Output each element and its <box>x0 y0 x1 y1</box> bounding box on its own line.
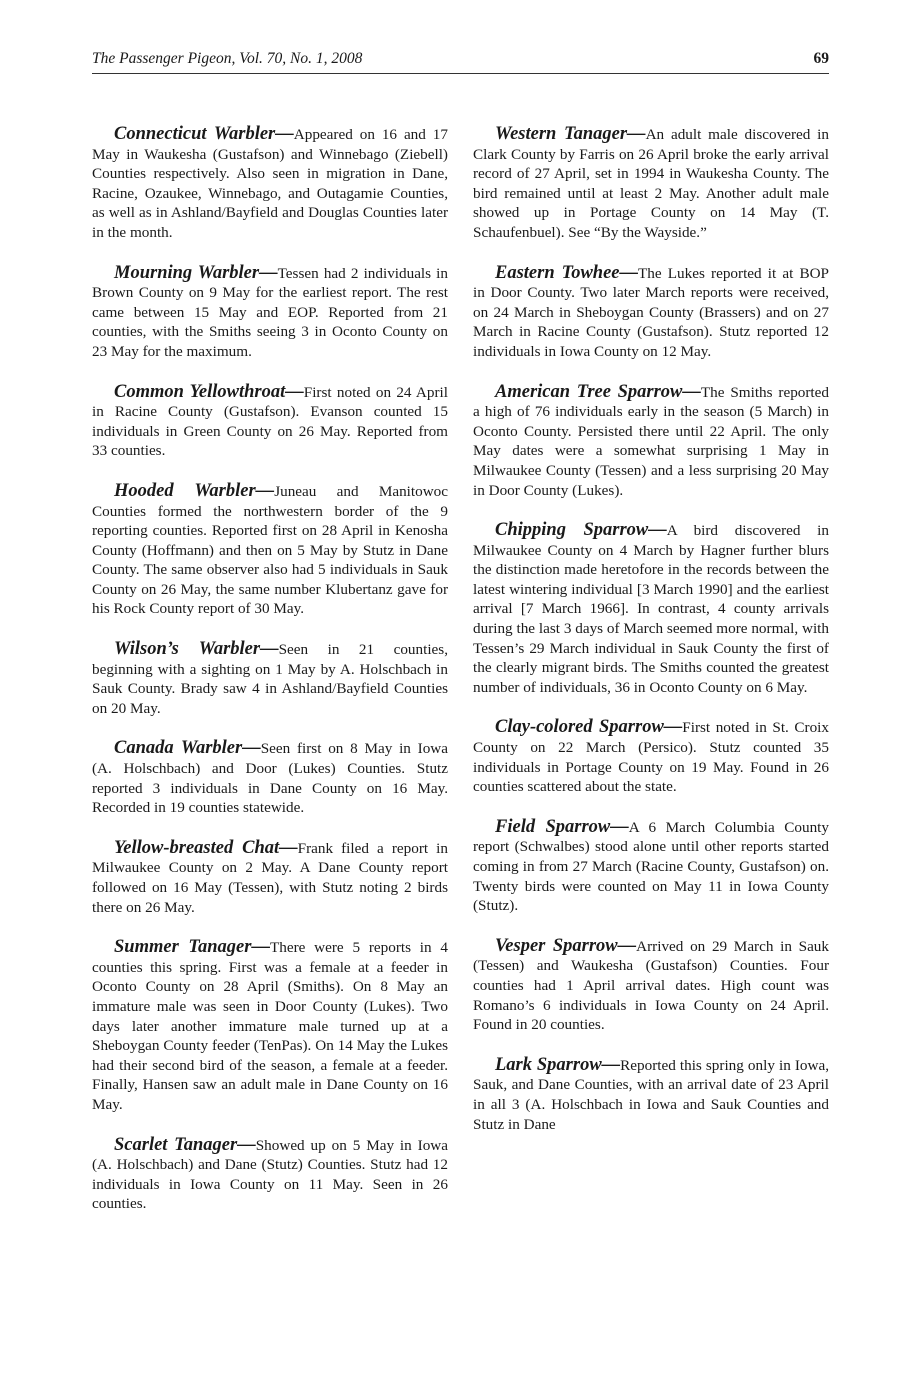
species-account: An adult male discovered in Clark County by Farris on 26 April broke the early arrival record of 27 April, set in 1994 in Waukesha County. The bird remained until at least 2 May. Another adult male showed up in Portage County on 14 May (T. Schaufenbuel). See “By the Wayside.” <box>473 126 829 241</box>
species-name: Field Sparrow— <box>495 816 629 837</box>
species-account: Arrived on 29 March in Sauk (Tessen) and Waukesha (Gustafson) Counties. Four counties had 1 April arrival dates. High count was Romano’s 6 individuals in Iowa County on 24 April. Found in 20 counties. <box>473 937 829 1034</box>
species-name: American Tree Sparrow— <box>495 381 701 402</box>
species-name: Western Tanager— <box>495 124 646 144</box>
species-name: Lark Sparrow— <box>495 1054 621 1075</box>
species-entry <box>92 938 448 1114</box>
species-account: The Lukes reported it at BOP in Door County. Two later March reports were received, on 24 March in Sheboygan County (Brassers) and on 27 March in Racine County (Gustafson). Stutz reported 12 individuals in Iowa County on 12 May. <box>473 264 830 360</box>
species-name: Vesper Sparrow— <box>495 935 637 956</box>
species-account: Appeared on 16 and 17 May in Waukesha (Gustafson) and Winnebago (Ziebell) Counties respectively. Also seen in migration in Dane, Racine, Ozaukee, Winnebago, and Outagamie Counties, as well as in Ashland/Bayfield and Douglas Counties later in the month. <box>92 126 448 241</box>
species-entry <box>92 264 448 362</box>
species-name: Clay-colored Sparrow— <box>495 717 683 738</box>
running-title: The Passenger Pigeon, Vol. 70, No. 1, 2008 <box>92 50 363 67</box>
left-column <box>92 125 448 1235</box>
species-account: Frank filed a report in Milwaukee County on 2 May. A Dane County report followed on 16 May (Tessen), with Stutz noting 2 birds there on 26 May. <box>92 839 448 916</box>
species-entry <box>473 1056 829 1134</box>
species-account: Tessen had 2 individuals in Brown County on 9 May for the earliest report. The rest came between 15 May and EOP. Reported from 21 counties, with the Smiths seeing 3 in Oconto County on 23 May for the maximum. <box>92 264 448 360</box>
species-name: Common Yellowthroat— <box>114 381 304 402</box>
species-account: Juneau and Manitowoc Counties formed the northwestern border of the 9 reporting counties. Reported first on 28 April in Kenosha County (Hoffmann) and then on 5 May by Stutz in Dane County. The same observer also had 5 individuals in Sauk County on 26 May, the same number Klubertanz gave for his Rock County report of 30 May. <box>92 482 448 618</box>
species-account: First noted in St. Croix County on 22 March (Persico). Stutz counted 35 individuals in Portage County on 19 May. Found in 26 counties scattered about the state. <box>473 719 829 796</box>
species-entry <box>92 125 448 243</box>
species-account: Seen in 21 counties, beginning with a sighting on 1 May by A. Holschbach in Sauk County. Brady saw 4 in Ashland/Bayfield Counties on 20 May. <box>92 641 449 717</box>
species-entry <box>92 482 448 619</box>
species-entry <box>473 521 829 697</box>
species-entry <box>473 264 829 362</box>
species-name: Canada Warbler— <box>114 738 261 759</box>
page-header <box>92 48 829 70</box>
species-name: Summer Tanager— <box>114 937 270 958</box>
species-name: Yellow-breasted Chat— <box>114 837 298 858</box>
species-entry <box>92 1136 448 1214</box>
species-name: Eastern Towhee— <box>495 262 639 283</box>
species-name: Chipping Sparrow— <box>495 520 667 541</box>
species-entry <box>92 839 448 917</box>
species-account: Reported this spring only in Iowa, Sauk, and Dane Counties, with an arrival date of 23 April in all 3 (A. Holschbach in Iowa and Sauk Counties and Stutz in Dane <box>473 1056 829 1133</box>
species-entry <box>92 383 448 461</box>
page-number: 69 <box>813 50 829 67</box>
species-name: Wilson’s Warbler— <box>114 639 279 660</box>
species-account: A 6 March Columbia County report (Schwalbes) stood alone until other reports started coming in from 27 March (Racine County, Gustafson) on. Twenty birds were counted on May 11 in Iowa County (Stutz). <box>473 818 829 915</box>
species-account: A bird discovered in Milwaukee County on 4 March by Hagner further blurs the distinction made heretofore in the records between the latest wintering individual [3 March 1990] and the earliest arrival [7 March 1966]. In contrast, 4 county arrivals during the last 3 days of March seemed more normal, with Tessen’s 29 March individual in Sauk County the first of the clearly migrant birds. The Smiths counted the greatest number of individuals, 36 in Oconto County on 6 May. <box>473 522 829 696</box>
species-name: Scarlet Tanager— <box>114 1134 256 1155</box>
species-account: The Smiths reported a high of 76 individuals early in the season (5 March) in Oconto County. Persisted there until 22 April. The only May dates were a somewhat surprising 1 May in Milwaukee County (Tessen) and a less surprising 20 May in Door County (Lukes). <box>473 383 829 499</box>
species-entry <box>473 937 829 1035</box>
species-account: Seen first on 8 May in Iowa (A. Holschbach) and Door (Lukes) Counties. Stutz reported 3 individuals in Dane County on 16 May. Recorded in 19 counties statewide. <box>92 740 448 817</box>
species-account: Showed up on 5 May in Iowa (A. Holschbach) and Dane (Stutz) Counties. Stutz had 12 individuals in Iowa County on 11 May. Seen in 26 counties. <box>92 1136 448 1213</box>
species-entry <box>473 383 829 501</box>
species-account: First noted on 24 April in Racine County (Gustafson). Evanson counted 15 individuals in Green County on 26 May. Reported from 33 counties. <box>92 383 448 460</box>
species-account: There were 5 reports in 4 counties this spring. First was a female at a feeder in Oconto County on 28 April (Smiths). On 8 May an immature male was seen in Door County (Lukes). Two days later another immature male turned up at a Sheboygan County feeder (TenPas). On 14 May the Lukes had their second bird of the season, a female at a feeder. Finally, Hansen saw an adult male in Dane County on 16 May. <box>92 939 449 1113</box>
species-name: Hooded Warbler— <box>114 480 275 501</box>
species-entry <box>473 818 829 916</box>
species-entry <box>473 125 829 243</box>
species-entry <box>473 718 829 796</box>
right-column <box>473 125 829 1155</box>
species-name: Connecticut Warbler— <box>114 124 294 144</box>
species-entry <box>92 739 448 817</box>
species-entry <box>92 640 448 718</box>
header-rule <box>92 73 829 74</box>
species-name: Mourning Warbler— <box>114 262 278 283</box>
